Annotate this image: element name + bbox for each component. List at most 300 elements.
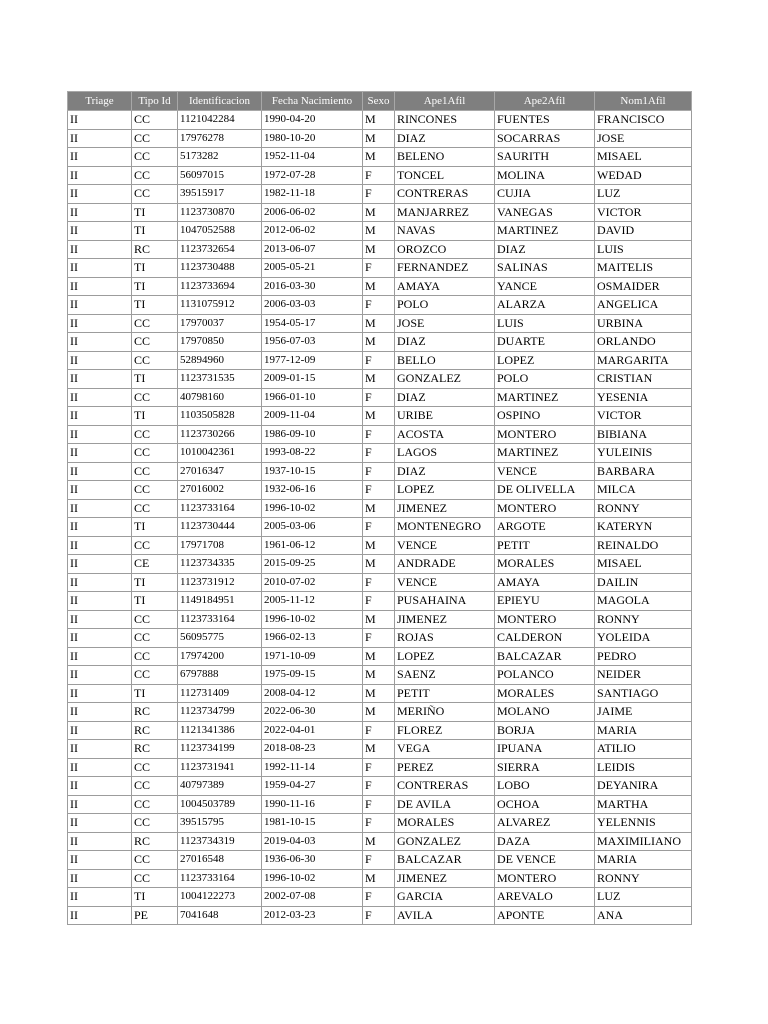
nom1afil-cell: BARBARA: [595, 462, 692, 481]
fecha-nacimiento-cell: 2009-11-04: [262, 407, 363, 426]
triage-cell: II: [68, 573, 132, 592]
identificacion-cell: 17970037: [178, 314, 262, 333]
tipo-id-cell: CC: [132, 388, 178, 407]
ape2afil-cell: CUJIA: [495, 185, 595, 204]
sexo-cell: M: [363, 869, 395, 888]
nom1afil-cell: PEDRO: [595, 647, 692, 666]
identificacion-cell: 1004122273: [178, 888, 262, 907]
table-row: [68, 851, 692, 870]
fecha-nacimiento-cell: 1990-11-16: [262, 795, 363, 814]
ape2afil-cell: AMAYA: [495, 573, 595, 592]
identificacion-cell: 56097015: [178, 166, 262, 185]
sexo-cell: M: [363, 666, 395, 685]
table-row: [68, 906, 692, 925]
tipo-id-cell: CC: [132, 462, 178, 481]
nom1afil-cell: ANGELICA: [595, 296, 692, 315]
identificacion-cell: 1121341386: [178, 721, 262, 740]
ape1afil-cell: BELENO: [395, 148, 495, 167]
nom1afil-cell: ANA: [595, 906, 692, 925]
sexo-cell: M: [363, 240, 395, 259]
sexo-cell: M: [363, 314, 395, 333]
identificacion-cell: 1103505828: [178, 407, 262, 426]
sexo-cell: F: [363, 296, 395, 315]
table-row: [68, 758, 692, 777]
nom1afil-cell: CRISTIAN: [595, 370, 692, 389]
triage-cell: II: [68, 370, 132, 389]
ape1afil-cell: POLO: [395, 296, 495, 315]
identificacion-cell: 27016548: [178, 851, 262, 870]
nom1afil-cell: RONNY: [595, 869, 692, 888]
fecha-nacimiento-cell: 1972-07-28: [262, 166, 363, 185]
ape1afil-cell: ANDRADE: [395, 555, 495, 574]
tipo-id-cell: RC: [132, 703, 178, 722]
tipo-id-cell: CC: [132, 185, 178, 204]
triage-cell: II: [68, 481, 132, 500]
table-row: [68, 888, 692, 907]
nom1afil-cell: FRANCISCO: [595, 111, 692, 130]
nom1afil-cell: MAGOLA: [595, 592, 692, 611]
sexo-cell: M: [363, 740, 395, 759]
table-row: [68, 407, 692, 426]
table-row: [68, 185, 692, 204]
nom1afil-cell: MARTHA: [595, 795, 692, 814]
triage-cell: II: [68, 610, 132, 629]
ape2afil-cell: DE VENCE: [495, 851, 595, 870]
triage-cell: II: [68, 462, 132, 481]
sexo-cell: F: [363, 388, 395, 407]
sexo-cell: M: [363, 703, 395, 722]
ape2afil-cell: IPUANA: [495, 740, 595, 759]
ape1afil-cell: GONZALEZ: [395, 370, 495, 389]
triage-cell: II: [68, 666, 132, 685]
sexo-cell: F: [363, 351, 395, 370]
identificacion-cell: 17974200: [178, 647, 262, 666]
column-header-sexo: Sexo: [363, 92, 395, 111]
tipo-id-cell: CC: [132, 111, 178, 130]
fecha-nacimiento-cell: 2015-09-25: [262, 555, 363, 574]
ape2afil-cell: BORJA: [495, 721, 595, 740]
nom1afil-cell: MILCA: [595, 481, 692, 500]
triage-cell: II: [68, 740, 132, 759]
fecha-nacimiento-cell: 1996-10-02: [262, 869, 363, 888]
table-row: [68, 573, 692, 592]
triage-cell: II: [68, 499, 132, 518]
patients-table: [67, 91, 692, 925]
sexo-cell: F: [363, 259, 395, 278]
nom1afil-cell: KATERYN: [595, 518, 692, 537]
ape2afil-cell: DAZA: [495, 832, 595, 851]
identificacion-cell: 39515917: [178, 185, 262, 204]
tipo-id-cell: CC: [132, 481, 178, 500]
ape2afil-cell: MONTERO: [495, 610, 595, 629]
fecha-nacimiento-cell: 1936-06-30: [262, 851, 363, 870]
document-page: [67, 91, 692, 925]
table-body: [68, 111, 692, 925]
tipo-id-cell: CC: [132, 647, 178, 666]
identificacion-cell: 1131075912: [178, 296, 262, 315]
table-row: [68, 518, 692, 537]
ape2afil-cell: MARTINEZ: [495, 388, 595, 407]
tipo-id-cell: RC: [132, 240, 178, 259]
fecha-nacimiento-cell: 2010-07-02: [262, 573, 363, 592]
nom1afil-cell: SANTIAGO: [595, 684, 692, 703]
ape1afil-cell: GARCIA: [395, 888, 495, 907]
fecha-nacimiento-cell: 2002-07-08: [262, 888, 363, 907]
table-row: [68, 795, 692, 814]
tipo-id-cell: TI: [132, 222, 178, 241]
nom1afil-cell: WEDAD: [595, 166, 692, 185]
tipo-id-cell: CC: [132, 795, 178, 814]
nom1afil-cell: LUZ: [595, 185, 692, 204]
tipo-id-cell: CC: [132, 425, 178, 444]
ape2afil-cell: ALVAREZ: [495, 814, 595, 833]
identificacion-cell: 17970850: [178, 333, 262, 352]
triage-cell: II: [68, 129, 132, 148]
column-header-fecha-nacimiento: Fecha Nacimiento: [262, 92, 363, 111]
sexo-cell: F: [363, 481, 395, 500]
ape2afil-cell: MARTINEZ: [495, 444, 595, 463]
triage-cell: II: [68, 222, 132, 241]
sexo-cell: M: [363, 333, 395, 352]
ape2afil-cell: OSPINO: [495, 407, 595, 426]
tipo-id-cell: TI: [132, 888, 178, 907]
triage-cell: II: [68, 629, 132, 648]
sexo-cell: F: [363, 166, 395, 185]
identificacion-cell: 1123733164: [178, 869, 262, 888]
tipo-id-cell: CC: [132, 758, 178, 777]
fecha-nacimiento-cell: 1961-06-12: [262, 536, 363, 555]
triage-cell: II: [68, 240, 132, 259]
tipo-id-cell: TI: [132, 259, 178, 278]
ape2afil-cell: SAURITH: [495, 148, 595, 167]
identificacion-cell: 1123734319: [178, 832, 262, 851]
sexo-cell: M: [363, 647, 395, 666]
fecha-nacimiento-cell: 1996-10-02: [262, 499, 363, 518]
sexo-cell: F: [363, 592, 395, 611]
identificacion-cell: 27016347: [178, 462, 262, 481]
fecha-nacimiento-cell: 2008-04-12: [262, 684, 363, 703]
tipo-id-cell: TI: [132, 573, 178, 592]
triage-cell: II: [68, 259, 132, 278]
nom1afil-cell: LEIDIS: [595, 758, 692, 777]
triage-cell: II: [68, 832, 132, 851]
nom1afil-cell: URBINA: [595, 314, 692, 333]
ape2afil-cell: LOPEZ: [495, 351, 595, 370]
fecha-nacimiento-cell: 1966-01-10: [262, 388, 363, 407]
table-row: [68, 259, 692, 278]
tipo-id-cell: CC: [132, 129, 178, 148]
nom1afil-cell: MAXIMILIANO: [595, 832, 692, 851]
ape2afil-cell: MOLANO: [495, 703, 595, 722]
ape1afil-cell: PEREZ: [395, 758, 495, 777]
sexo-cell: M: [363, 222, 395, 241]
identificacion-cell: 52894960: [178, 351, 262, 370]
ape1afil-cell: VEGA: [395, 740, 495, 759]
identificacion-cell: 1121042284: [178, 111, 262, 130]
ape2afil-cell: MORALES: [495, 684, 595, 703]
table-row: [68, 462, 692, 481]
tipo-id-cell: TI: [132, 277, 178, 296]
table-row: [68, 277, 692, 296]
ape2afil-cell: LOBO: [495, 777, 595, 796]
tipo-id-cell: CC: [132, 629, 178, 648]
identificacion-cell: 1123731535: [178, 370, 262, 389]
sexo-cell: F: [363, 906, 395, 925]
identificacion-cell: 1123730870: [178, 203, 262, 222]
triage-cell: II: [68, 296, 132, 315]
ape1afil-cell: GONZALEZ: [395, 832, 495, 851]
ape1afil-cell: TONCEL: [395, 166, 495, 185]
ape1afil-cell: NAVAS: [395, 222, 495, 241]
table-row: [68, 222, 692, 241]
identificacion-cell: 1123730266: [178, 425, 262, 444]
nom1afil-cell: YELENNIS: [595, 814, 692, 833]
table-row: [68, 703, 692, 722]
table-row: [68, 814, 692, 833]
triage-cell: II: [68, 814, 132, 833]
identificacion-cell: 1047052588: [178, 222, 262, 241]
table-row: [68, 388, 692, 407]
tipo-id-cell: CC: [132, 851, 178, 870]
tipo-id-cell: TI: [132, 407, 178, 426]
tipo-id-cell: CC: [132, 314, 178, 333]
ape2afil-cell: VENCE: [495, 462, 595, 481]
table-row: [68, 666, 692, 685]
fecha-nacimiento-cell: 2006-06-02: [262, 203, 363, 222]
ape2afil-cell: MONTERO: [495, 499, 595, 518]
fecha-nacimiento-cell: 2019-04-03: [262, 832, 363, 851]
ape1afil-cell: ROJAS: [395, 629, 495, 648]
nom1afil-cell: REINALDO: [595, 536, 692, 555]
nom1afil-cell: MARIA: [595, 721, 692, 740]
nom1afil-cell: LUZ: [595, 888, 692, 907]
ape2afil-cell: CALDERON: [495, 629, 595, 648]
ape1afil-cell: DIAZ: [395, 462, 495, 481]
nom1afil-cell: ORLANDO: [595, 333, 692, 352]
tipo-id-cell: RC: [132, 832, 178, 851]
sexo-cell: F: [363, 888, 395, 907]
sexo-cell: M: [363, 407, 395, 426]
nom1afil-cell: DAVID: [595, 222, 692, 241]
ape2afil-cell: LUIS: [495, 314, 595, 333]
sexo-cell: F: [363, 629, 395, 648]
triage-cell: II: [68, 277, 132, 296]
identificacion-cell: 40798160: [178, 388, 262, 407]
tipo-id-cell: CC: [132, 536, 178, 555]
sexo-cell: M: [363, 203, 395, 222]
identificacion-cell: 1123734199: [178, 740, 262, 759]
table-row: [68, 333, 692, 352]
identificacion-cell: 1123733164: [178, 499, 262, 518]
ape1afil-cell: MANJARREZ: [395, 203, 495, 222]
ape1afil-cell: LOPEZ: [395, 481, 495, 500]
table-header-row: [68, 92, 692, 111]
nom1afil-cell: YOLEIDA: [595, 629, 692, 648]
tipo-id-cell: TI: [132, 592, 178, 611]
fecha-nacimiento-cell: 1956-07-03: [262, 333, 363, 352]
ape2afil-cell: DE OLIVELLA: [495, 481, 595, 500]
fecha-nacimiento-cell: 2012-06-02: [262, 222, 363, 241]
identificacion-cell: 27016002: [178, 481, 262, 500]
nom1afil-cell: YULEINIS: [595, 444, 692, 463]
column-header-ape2afil: Ape2Afil: [495, 92, 595, 111]
tipo-id-cell: TI: [132, 518, 178, 537]
table-row: [68, 425, 692, 444]
identificacion-cell: 1010042361: [178, 444, 262, 463]
ape2afil-cell: MONTERO: [495, 869, 595, 888]
ape2afil-cell: SOCARRAS: [495, 129, 595, 148]
triage-cell: II: [68, 777, 132, 796]
ape1afil-cell: OROZCO: [395, 240, 495, 259]
identificacion-cell: 1123733164: [178, 610, 262, 629]
ape1afil-cell: VENCE: [395, 573, 495, 592]
triage-cell: II: [68, 869, 132, 888]
triage-cell: II: [68, 185, 132, 204]
tipo-id-cell: CC: [132, 444, 178, 463]
ape2afil-cell: SIERRA: [495, 758, 595, 777]
sexo-cell: M: [363, 129, 395, 148]
identificacion-cell: 1123733694: [178, 277, 262, 296]
triage-cell: II: [68, 314, 132, 333]
fecha-nacimiento-cell: 1975-09-15: [262, 666, 363, 685]
fecha-nacimiento-cell: 1952-11-04: [262, 148, 363, 167]
table-row: [68, 832, 692, 851]
tipo-id-cell: RC: [132, 721, 178, 740]
ape2afil-cell: APONTE: [495, 906, 595, 925]
nom1afil-cell: RONNY: [595, 499, 692, 518]
fecha-nacimiento-cell: 2006-03-03: [262, 296, 363, 315]
nom1afil-cell: MARGARITA: [595, 351, 692, 370]
fecha-nacimiento-cell: 1996-10-02: [262, 610, 363, 629]
ape1afil-cell: BALCAZAR: [395, 851, 495, 870]
ape2afil-cell: POLANCO: [495, 666, 595, 685]
identificacion-cell: 40797389: [178, 777, 262, 796]
triage-cell: II: [68, 721, 132, 740]
fecha-nacimiento-cell: 1937-10-15: [262, 462, 363, 481]
triage-cell: II: [68, 518, 132, 537]
triage-cell: II: [68, 703, 132, 722]
triage-cell: II: [68, 333, 132, 352]
sexo-cell: F: [363, 462, 395, 481]
sexo-cell: F: [363, 573, 395, 592]
ape2afil-cell: ARGOTE: [495, 518, 595, 537]
nom1afil-cell: RONNY: [595, 610, 692, 629]
triage-cell: II: [68, 684, 132, 703]
fecha-nacimiento-cell: 1966-02-13: [262, 629, 363, 648]
nom1afil-cell: JOSE: [595, 129, 692, 148]
ape2afil-cell: BALCAZAR: [495, 647, 595, 666]
ape1afil-cell: DIAZ: [395, 129, 495, 148]
fecha-nacimiento-cell: 1977-12-09: [262, 351, 363, 370]
triage-cell: II: [68, 592, 132, 611]
ape1afil-cell: JOSE: [395, 314, 495, 333]
fecha-nacimiento-cell: 2005-05-21: [262, 259, 363, 278]
identificacion-cell: 5173282: [178, 148, 262, 167]
ape1afil-cell: CONTRERAS: [395, 777, 495, 796]
nom1afil-cell: JAIME: [595, 703, 692, 722]
ape1afil-cell: MORALES: [395, 814, 495, 833]
triage-cell: II: [68, 888, 132, 907]
triage-cell: II: [68, 166, 132, 185]
ape2afil-cell: MONTERO: [495, 425, 595, 444]
tipo-id-cell: CC: [132, 869, 178, 888]
nom1afil-cell: BIBIANA: [595, 425, 692, 444]
table-row: [68, 647, 692, 666]
fecha-nacimiento-cell: 2016-03-30: [262, 277, 363, 296]
ape2afil-cell: EPIEYU: [495, 592, 595, 611]
triage-cell: II: [68, 407, 132, 426]
ape2afil-cell: PETIT: [495, 536, 595, 555]
fecha-nacimiento-cell: 1980-10-20: [262, 129, 363, 148]
fecha-nacimiento-cell: 1932-06-16: [262, 481, 363, 500]
nom1afil-cell: VICTOR: [595, 407, 692, 426]
column-header-tipo-id: Tipo Id: [132, 92, 178, 111]
table-row: [68, 869, 692, 888]
sexo-cell: M: [363, 684, 395, 703]
sexo-cell: F: [363, 814, 395, 833]
fecha-nacimiento-cell: 1982-11-18: [262, 185, 363, 204]
table-row: [68, 536, 692, 555]
ape1afil-cell: DIAZ: [395, 388, 495, 407]
nom1afil-cell: MAITELIS: [595, 259, 692, 278]
table-row: [68, 129, 692, 148]
triage-cell: II: [68, 536, 132, 555]
fecha-nacimiento-cell: 1954-05-17: [262, 314, 363, 333]
ape2afil-cell: FUENTES: [495, 111, 595, 130]
ape2afil-cell: OCHOA: [495, 795, 595, 814]
table-row: [68, 777, 692, 796]
nom1afil-cell: NEIDER: [595, 666, 692, 685]
fecha-nacimiento-cell: 2009-01-15: [262, 370, 363, 389]
ape1afil-cell: JIMENEZ: [395, 499, 495, 518]
tipo-id-cell: CE: [132, 555, 178, 574]
ape1afil-cell: ACOSTA: [395, 425, 495, 444]
table-row: [68, 370, 692, 389]
sexo-cell: F: [363, 425, 395, 444]
sexo-cell: M: [363, 555, 395, 574]
triage-cell: II: [68, 388, 132, 407]
identificacion-cell: 1004503789: [178, 795, 262, 814]
tipo-id-cell: TI: [132, 684, 178, 703]
ape1afil-cell: FERNANDEZ: [395, 259, 495, 278]
ape2afil-cell: AREVALO: [495, 888, 595, 907]
fecha-nacimiento-cell: 1993-08-22: [262, 444, 363, 463]
nom1afil-cell: MARIA: [595, 851, 692, 870]
ape1afil-cell: BELLO: [395, 351, 495, 370]
sexo-cell: M: [363, 370, 395, 389]
table-row: [68, 148, 692, 167]
tipo-id-cell: CC: [132, 351, 178, 370]
triage-cell: II: [68, 555, 132, 574]
ape2afil-cell: VANEGAS: [495, 203, 595, 222]
triage-cell: II: [68, 351, 132, 370]
triage-cell: II: [68, 425, 132, 444]
nom1afil-cell: DEYANIRA: [595, 777, 692, 796]
ape2afil-cell: DIAZ: [495, 240, 595, 259]
fecha-nacimiento-cell: 1992-11-14: [262, 758, 363, 777]
ape1afil-cell: LAGOS: [395, 444, 495, 463]
fecha-nacimiento-cell: 1971-10-09: [262, 647, 363, 666]
triage-cell: II: [68, 906, 132, 925]
table-row: [68, 610, 692, 629]
ape1afil-cell: PUSAHAINA: [395, 592, 495, 611]
ape1afil-cell: PETIT: [395, 684, 495, 703]
fecha-nacimiento-cell: 2022-06-30: [262, 703, 363, 722]
table-row: [68, 111, 692, 130]
identificacion-cell: 1123731912: [178, 573, 262, 592]
tipo-id-cell: CC: [132, 814, 178, 833]
table-row: [68, 740, 692, 759]
